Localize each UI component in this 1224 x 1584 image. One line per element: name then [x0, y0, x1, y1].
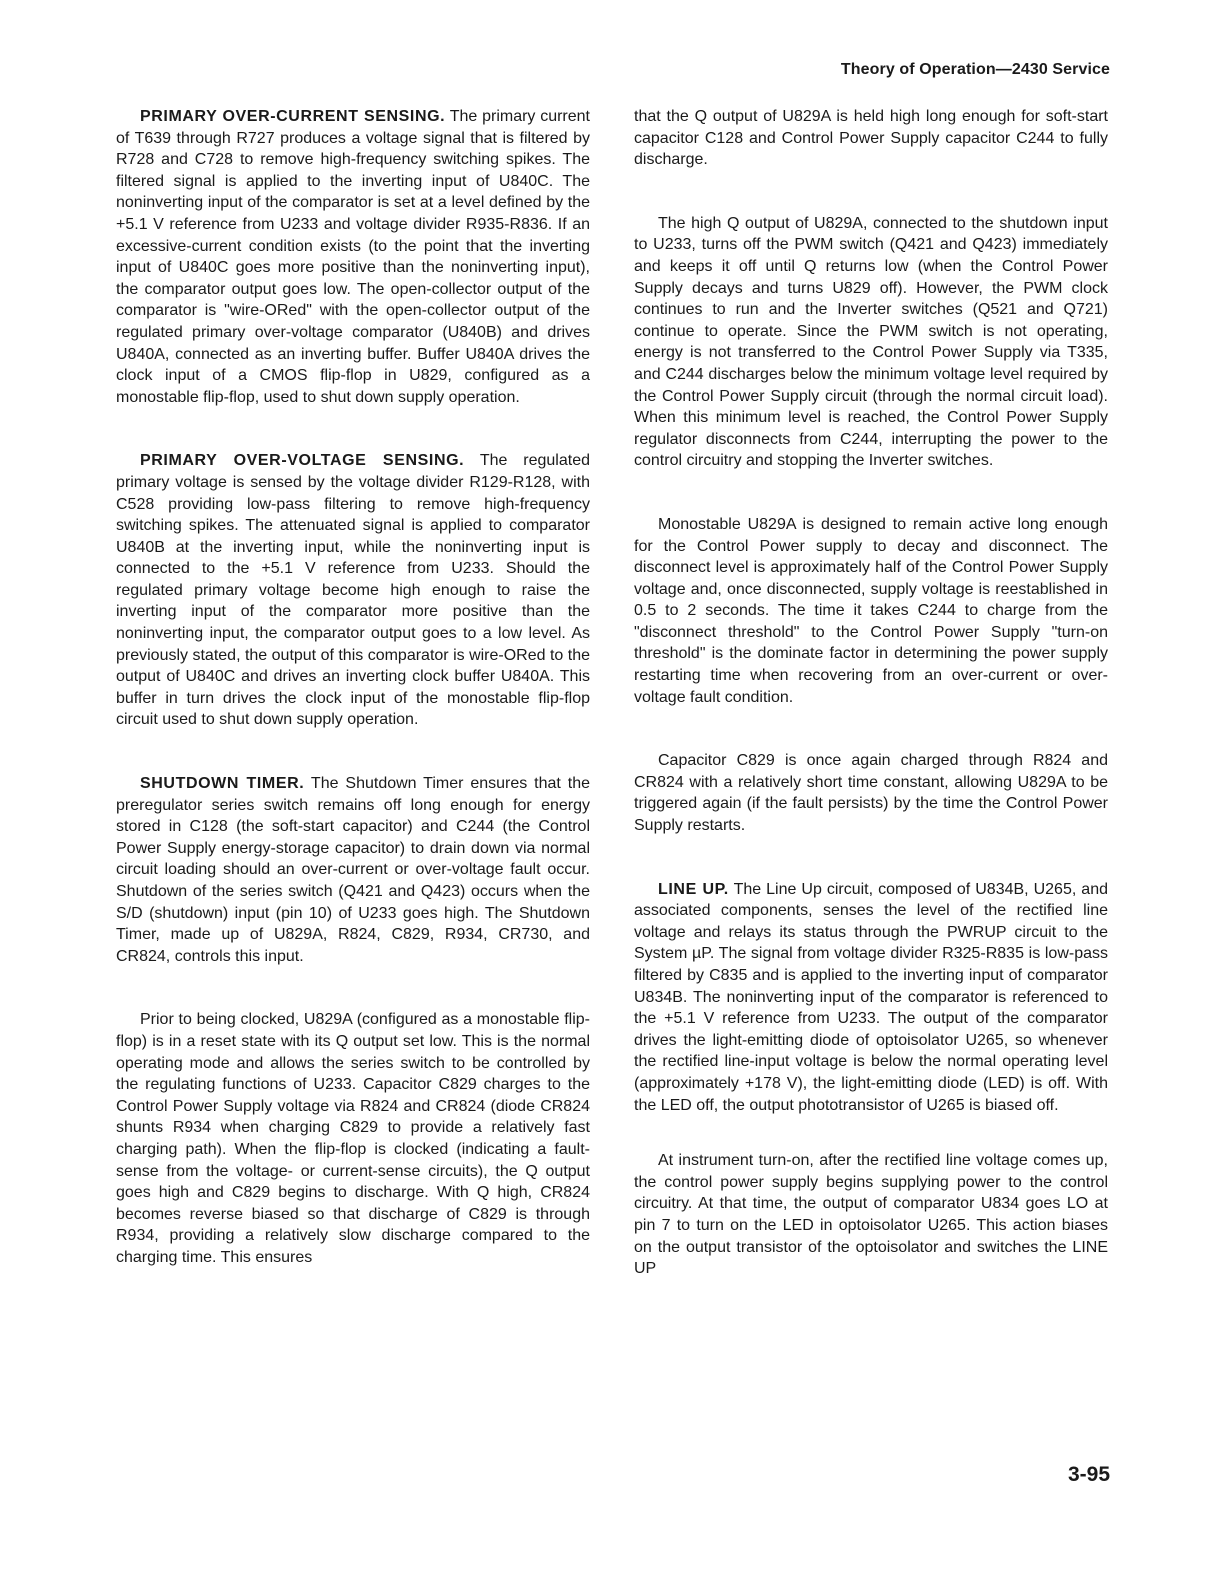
- line-up-heading: LINE UP.: [658, 880, 729, 898]
- turn-on-paragraph: At instrument turn-on, after the rectified line voltage comes up, the control power supply begins supplying power to the control circuitry. At that time, the output of comparator U834 goes LO at pin 7 to turn on the LED in optoisolator U265. This action biases on the output transistor of the optoisolator and switches the LINE UP: [634, 1152, 1108, 1278]
- capacitor-c829-paragraph: Capacitor C829 is once again charged through R824 and CR824 with a relatively short time constant, allowing U829A to be triggered again (if the fault persists) by the time the Control Power Supply restarts.: [634, 752, 1108, 835]
- high-q-output-paragraph: The high Q output of U829A, connected to the shutdown input to U233, turns off the PWM switch (Q421 and Q423) immediately and keeps it off until Q returns low (when the Control Power Supply decays and turns U829 off). However, the PWM clock continues to run and the Inverter switches (Q521 and Q721) continue to operate. Since the PWM switch is not operating, energy is not transferred to the Control Power Supply via T335, and C244 discharges below the minimum voltage level required by the Control Power Supply circuit (through the normal circuit load). When this minimum level is reached, the Control Power Supply regulator disconnects from C244, interrupting the power to the control circuitry and stopping the Inverter switches.: [634, 214, 1108, 470]
- continuation-paragraph: that the Q output of U829A is held high long enough for soft-start capacitor C128 and Control Power Supply capacitor C244 to fully discharge.: [634, 108, 1108, 169]
- primary-over-voltage-text: The regulated primary voltage is sensed by the voltage divider R129-R128, with C528 providing low-pass filtering to remove high-frequency switching spikes. The attenuated signal is applied to comparator U840B at the inverting input, while the noninverting input is connected to the +5.1 V reference from U233. Should the regulated primary voltage become high enough to raise the inverting input of the comparator more positive than the noninverting input, the comparator output goes to a low level. As previously stated, the output of this comparator is wire-ORed to the output of U840C and drives an inverting clock buffer U840A. This buffer in turn drives the clock input of the monostable flip-flop circuit used to shut down supply operation.: [116, 452, 591, 729]
- shutdown-timer-heading: SHUTDOWN TIMER.: [140, 775, 305, 793]
- primary-over-voltage-heading: PRIMARY OVER-VOLTAGE SENSING.: [140, 452, 465, 470]
- shutdown-timer-paragraph: [116, 773, 590, 967]
- right-column: [634, 106, 1108, 1280]
- line-up-paragraph: [634, 879, 1108, 1117]
- primary-over-current-text: The primary current of T639 through R727 produces a voltage signal that is filtered by R728 and C728 to remove high-frequency switching spikes. The filtered signal is applied to the inverting input of U840C. The noninverting input of the comparator is set at a level defined by the +5.1 V reference from U233 and voltage divider R935-R836. If an excessive-current condition exists (to the point that the inverting input of U840C goes more positive than the noninverting input), the comparator output goes low. The open-collector output of the comparator is "wire-ORed" with the open-collector output of the regulated primary over-voltage comparator (U840B) and drives U840A, connected as an inverting buffer. Buffer U840A drives the clock input of a CMOS flip-flop in U829, configured as a monostable flip-flop, used to shut down supply operation.: [116, 108, 591, 406]
- running-header: Theory of Operation—2430 Service: [840, 61, 1110, 78]
- left-column: [116, 106, 590, 1269]
- primary-over-voltage-paragraph: [116, 450, 590, 731]
- line-up-text: The Line Up circuit, composed of U834B, U265, and associated components, senses the level of the rectified line voltage and relays its status through the PWRUP circuit to the System µP. The signal from voltage divider R325-R835 is low-pass filtered by C835 and is applied to the inverting input of comparator U834B. The noninverting input of the comparator is referenced to the +5.1 V reference from U233. The output of the comparator drives the light-emitting diode of optoisolator U265, so whenever the rectified line-input voltage is below the normal operating level (approximately +178 V), the light-emitting diode (LED) is off. With the LED off, the output phototransistor of U265 is biased off.: [634, 880, 1108, 1114]
- prior-to-clocked-paragraph: Prior to being clocked, U829A (configured as a monostable flip-flop) is in a reset state with its Q output set low. This is the normal operating mode and allows the series switch to be controlled by the regulating functions of U233. Capacitor C829 charges to the Control Power Supply voltage via R824 and CR824 (diode CR824 shunts R934 when charging C829 to provide a relatively fast charging path). When the flip-flop is clocked (indicating a fault-sense from the voltage- or current-sense circuits), the Q output goes high and C829 begins to discharge. With Q high, CR824 becomes reverse biased so that discharge of C829 is through R934, providing a relatively slow discharge compared to the charging time. This ensures: [116, 1011, 590, 1266]
- primary-over-current-paragraph: [116, 106, 590, 408]
- page-number: 3-95: [1067, 1463, 1110, 1486]
- primary-over-current-heading: PRIMARY OVER-CURRENT SENSING.: [140, 108, 446, 125]
- monostable-paragraph: Monostable U829A is designed to remain active long enough for the Control Power supply to decay and disconnect. The disconnect level is approximately half of the Control Power Supply voltage and, once disconnected, supply voltage is reestablished in 0.5 to 2 seconds. The time it takes C244 to charge from the "disconnect threshold" to the Control Power Supply "turn-on threshold" is the dominate factor in determining the power supply restarting time when recovering from an over-current or over-voltage fault condition.: [634, 515, 1108, 706]
- shutdown-timer-text: The Shutdown Timer ensures that the preregulator series switch remains off long enough for energy stored in C128 (the soft-start capacitor) and C244 (the Control Power Supply energy-storage capacitor) to drain down via normal circuit loading should an over-current or over-voltage fault occur. Shutdown of the series switch (Q421 and Q423) occurs when the S/D (shutdown) input (pin 10) of U233 goes high. The Shutdown Timer, made up of U829A, R824, C829, R934, CR730, and CR824, controls this input.: [116, 775, 591, 965]
